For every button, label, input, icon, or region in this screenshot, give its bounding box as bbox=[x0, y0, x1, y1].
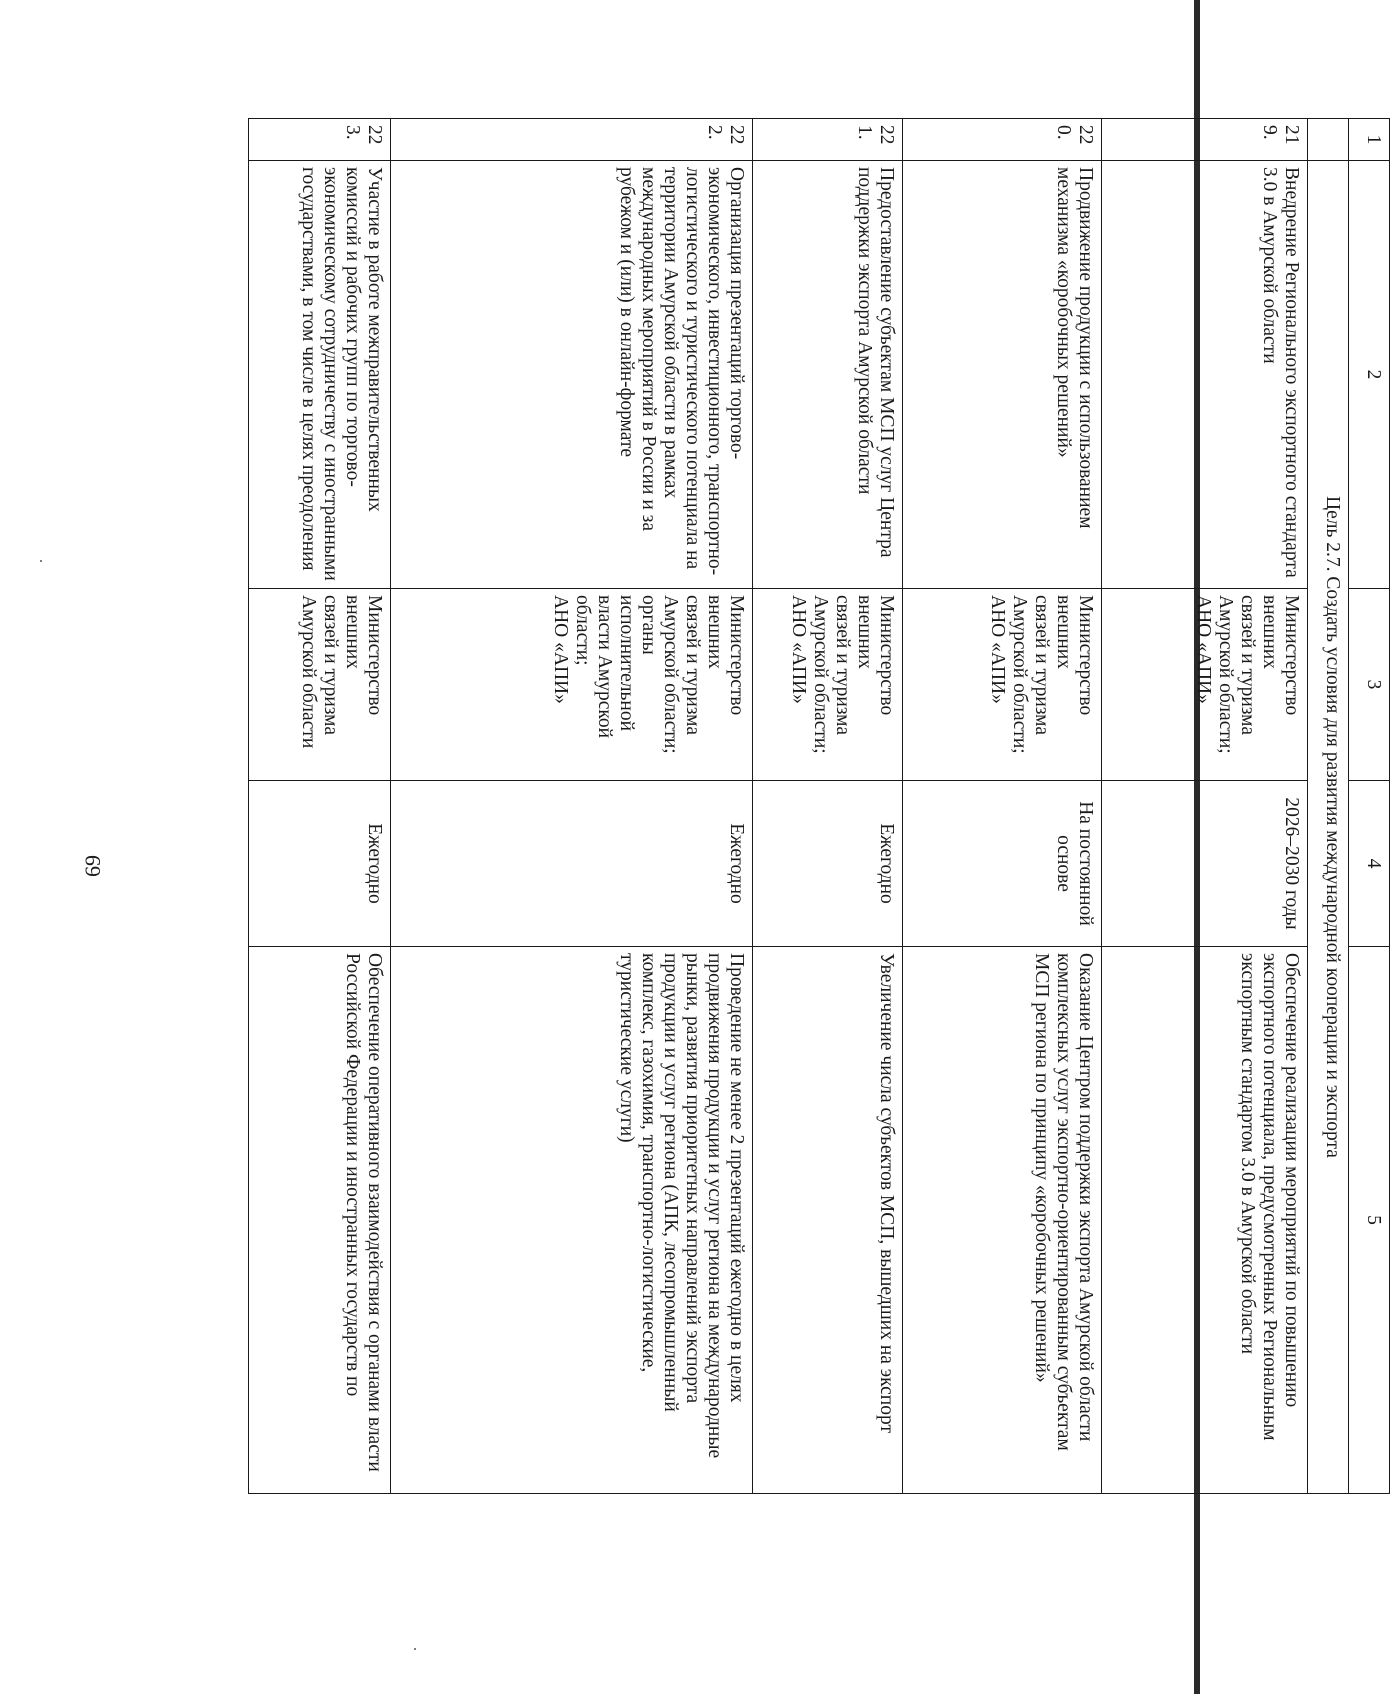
term-cell: Ежегодно bbox=[753, 781, 903, 947]
action-plan-table bbox=[248, 118, 1390, 1494]
row-number: 222. bbox=[390, 119, 753, 161]
row-number: 221. bbox=[753, 119, 903, 161]
row-number: 223. bbox=[249, 119, 391, 161]
result-cell: Увеличение числа субъектов МСП, вышедших на экспорт bbox=[753, 947, 903, 1494]
row-number: 219. bbox=[1101, 119, 1307, 161]
task-cell: Продвижение продукции с использованием механизма «коробочных решений» bbox=[903, 161, 1102, 589]
term-cell: Ежегодно bbox=[390, 781, 753, 947]
row-number: 220. bbox=[903, 119, 1102, 161]
executor-cell: Министерство внешних связей и туризма Амурской области; АНО «АПИ» bbox=[753, 589, 903, 781]
task-cell: Организация презентаций торгово-экономического, инвестиционного, транспортно-логистического и туристического потенциала на территории Амурской области в рамках международных мероприятий в России и за рубежом и (или) в онлайн-формате bbox=[390, 161, 753, 589]
executor-cell: Министерство внешних связей и туризма Амурской области; АНО «АПИ» bbox=[1101, 589, 1307, 781]
term-cell: На постоянной основе bbox=[903, 781, 1102, 947]
executor-cell: Министерство внешних связей и туризма Амурской области; АНО «АПИ» bbox=[903, 589, 1102, 781]
term-cell: 2026–2030 годы bbox=[1101, 781, 1307, 947]
result-cell: Оказание Центром поддержки экспорта Амурской области комплексных услуг экспортно-ориентированным субъектам МСП региона по принципу «коробочных решений» bbox=[903, 947, 1102, 1494]
column-number: 3 bbox=[1349, 589, 1390, 781]
column-number: 2 bbox=[1349, 161, 1390, 589]
table-row bbox=[390, 119, 753, 1494]
term-cell: Ежегодно bbox=[249, 781, 391, 947]
column-number: 5 bbox=[1349, 947, 1390, 1494]
task-cell: Участие в работе межправительственных комиссий и рабочих групп по торгово-экономическому сотрудничеству с иностранными государствами, в том числе в целях преодоления bbox=[249, 161, 391, 589]
page-number: 69 bbox=[80, 855, 105, 877]
executor-cell: Министерство внешних связей и туризма Амурской области; органы исполнительной власти Амурской области; АНО «АПИ» bbox=[390, 589, 753, 781]
goal-row bbox=[1308, 119, 1349, 1494]
scan-speck bbox=[414, 1648, 416, 1650]
executor-cell: Министерство внешних связей и туризма Амурской области bbox=[249, 589, 391, 781]
task-cell: Внедрение Регионального экспортного стандарта 3.0 в Амурской области bbox=[1101, 161, 1307, 589]
table-row bbox=[753, 119, 903, 1494]
rotated-table-wrapper bbox=[248, 118, 1390, 1494]
result-cell: Проведение не менее 2 презентаций ежегодно в целях продвижения продукции и услуг региона на международные рынки, развития приоритетных направлений экспорта продукции и услуг региона (АПК, лесопромышленный комплекс, газохимия, транспортно-логистические, туристические услуги) bbox=[390, 947, 753, 1494]
column-number: 4 bbox=[1349, 781, 1390, 947]
column-number: 1 bbox=[1349, 119, 1390, 161]
table-row bbox=[249, 119, 391, 1494]
result-cell: Обеспечение реализации мероприятий по повышению экспортного потенциала, предусмотренных Региональным экспортным стандартом 3.0 в Амурской области bbox=[1101, 947, 1307, 1494]
table-row bbox=[903, 119, 1102, 1494]
result-cell: Обеспечение оперативного взаимодействия с органами власти Российской Федерации и иностранных государств по bbox=[249, 947, 391, 1494]
goal-empty-cell bbox=[1308, 119, 1349, 161]
column-numbers-row bbox=[1349, 119, 1390, 1494]
table-row bbox=[1101, 119, 1307, 1494]
task-cell: Предоставление субъектам МСП услуг Центра поддержки экспорта Амурской области bbox=[753, 161, 903, 589]
scan-speck bbox=[40, 560, 42, 562]
goal-title: Цель 2.7. Создать условия для развития международной кооперации и экспорта bbox=[1308, 161, 1349, 1494]
